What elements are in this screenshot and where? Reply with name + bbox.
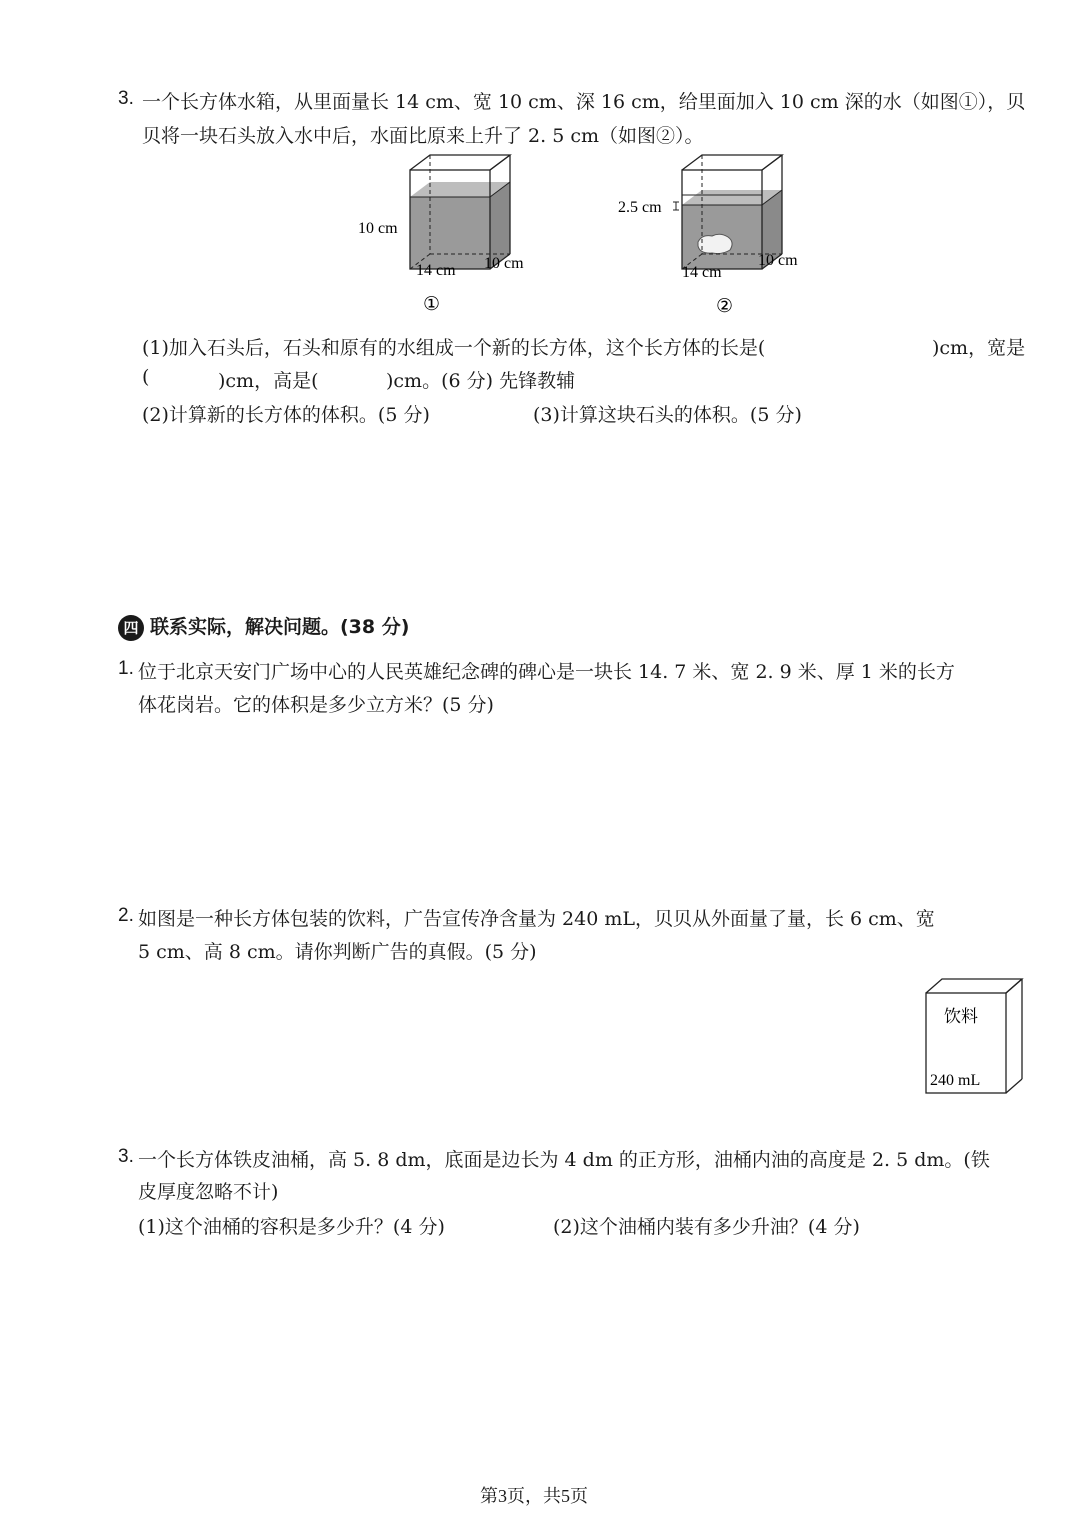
sub-question-text: (3)计算这块石头的体积。(5 分)	[533, 404, 802, 426]
sub-question-text: (2)这个油桶内装有多少升油？(4 分)	[553, 1216, 860, 1238]
question-number: 1.	[118, 658, 134, 679]
section-badge: 四	[118, 615, 144, 641]
question-text-line: 体花岗岩。它的体积是多少立方米？(5 分)	[138, 694, 494, 716]
question-text-line: 一个长方体水箱，从里面量长 14 cm、宽 10 cm、深 16 cm，给里面加入 10 cm 深的水（如图①），贝	[142, 91, 1026, 113]
tank-figure-2	[612, 150, 832, 320]
sub-question-text: )cm，高是(	[218, 370, 319, 392]
sub-question-text: (	[142, 366, 150, 388]
page-number: 第3页，共5页	[480, 1486, 588, 1506]
height-label: 10 cm	[358, 220, 398, 237]
drink-box-figure	[920, 975, 1030, 1100]
question-text-line: 5 cm、高 8 cm。请你判断广告的真假。(5 分)	[138, 941, 537, 963]
box-volume: 240 mL	[930, 1072, 981, 1089]
question-text-line: 皮厚度忽略不计)	[138, 1181, 279, 1203]
sub-question-text: )cm。(6 分) 先锋教辅	[386, 370, 576, 392]
box-label: 饮料	[944, 1007, 978, 1026]
question-number: 2.	[118, 905, 134, 926]
width-label: 10 cm	[484, 255, 524, 272]
question-number: 3.	[118, 1146, 134, 1167]
rise-label: 2.5 cm	[618, 199, 662, 216]
sub-question-text: (2)计算新的长方体的体积。(5 分)	[142, 404, 430, 426]
width-label: 10 cm	[758, 252, 798, 269]
question-number: 3.	[118, 88, 134, 109]
length-label: 14 cm	[682, 264, 722, 281]
sub-question-text: (1)这个油桶的容积是多少升？(4 分)	[138, 1216, 445, 1238]
sub-question-text: (1)加入石头后，石头和原有的水组成一个新的长方体，这个长方体的长是(	[142, 337, 766, 359]
tank-figure-1	[350, 150, 560, 320]
question-text-line: 贝将一块石头放入水中后，水面比原来上升了 2. 5 cm（如图②）。	[142, 125, 704, 147]
section-title: 联系实际，解决问题。(38 分)	[150, 616, 410, 638]
question-text-line: 一个长方体铁皮油桶，高 5. 8 dm，底面是边长为 4 dm 的正方形，油桶内油的高度是 2. 5 dm。(铁	[138, 1149, 990, 1171]
water-body	[410, 197, 490, 269]
length-label: 14 cm	[416, 262, 456, 279]
sub-question-text: )cm，宽是	[932, 337, 1026, 359]
question-text-line: 如图是一种长方体包装的饮料，广告宣传净含量为 240 mL，贝贝从外面量了量，长 6 cm、宽	[138, 908, 935, 930]
figure-caption: ②	[716, 296, 734, 317]
section-heading	[118, 612, 409, 641]
rock-shape	[698, 234, 732, 253]
figure-caption: ①	[423, 294, 441, 315]
question-text-line: 位于北京天安门广场中心的人民英雄纪念碑的碑心是一块长 14. 7 米、宽 2. 9 米、厚 1 米的长方	[138, 661, 955, 683]
